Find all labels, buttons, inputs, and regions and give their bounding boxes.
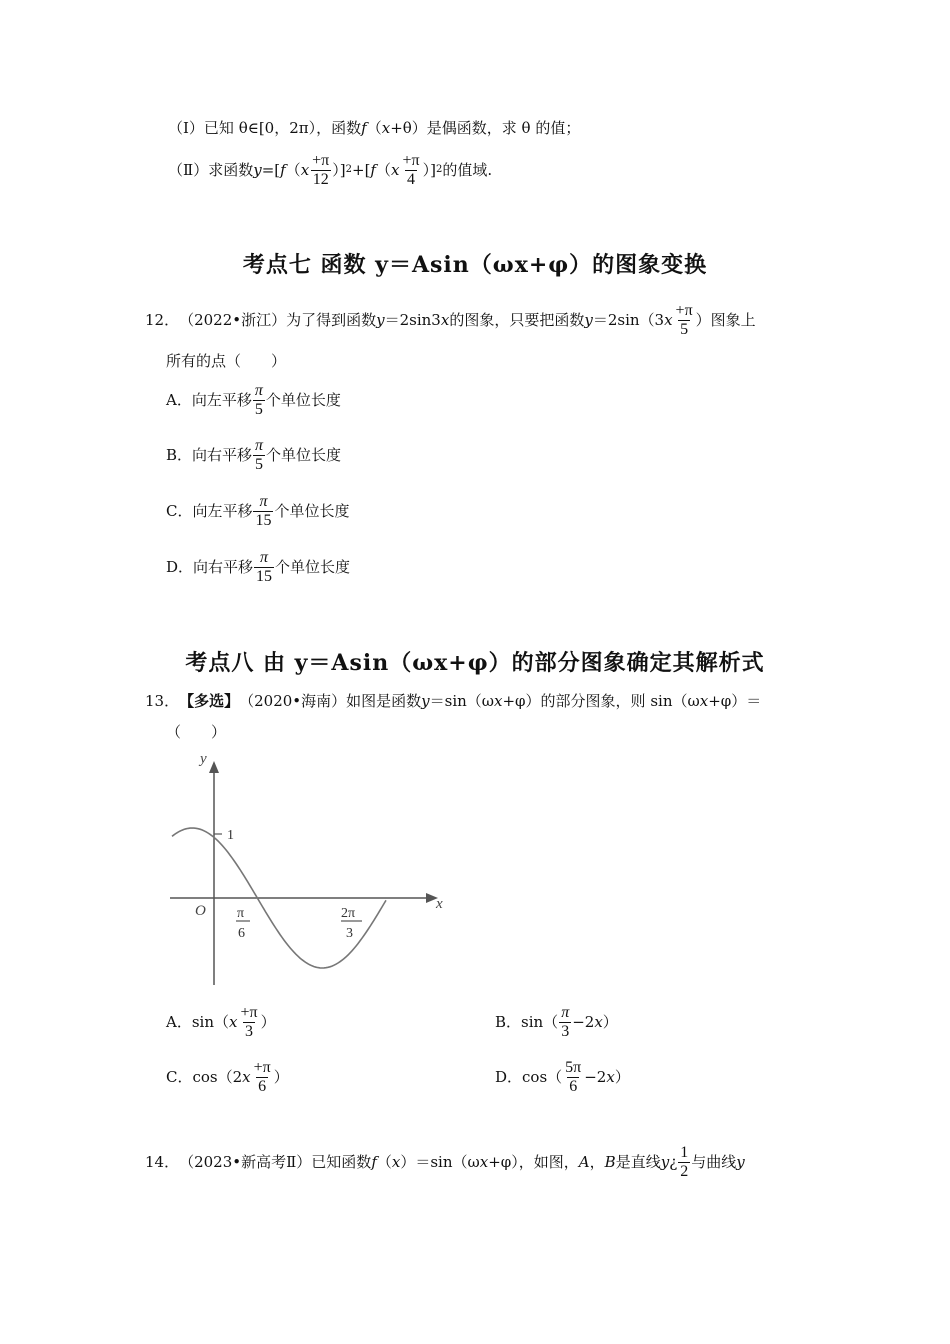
- q13-x1: x: [494, 691, 503, 710]
- q12-line1: [145, 300, 756, 340]
- q14-y2: y: [736, 1152, 745, 1171]
- part2-frac2-num: +π: [402, 151, 420, 169]
- q14-den: 2: [680, 1162, 689, 1180]
- part2-f1: f: [280, 160, 286, 179]
- part2-plus: +[: [352, 160, 371, 179]
- part2-fraction-2: [400, 152, 421, 189]
- y-axis-label: y: [200, 751, 207, 767]
- q12-mid: 的图象，只要把函数: [449, 310, 585, 329]
- q14-line1: [145, 1142, 745, 1182]
- q12-opt-d-fraction: [254, 549, 274, 586]
- q14-fraction: [678, 1144, 690, 1181]
- q13-x2: x: [699, 691, 709, 710]
- q13-opt-c-den: 6: [258, 1077, 267, 1095]
- q13-opt-b-mid: −2: [572, 1012, 595, 1031]
- part2-line: [168, 150, 492, 190]
- part2-frac2-den: 4: [407, 170, 416, 188]
- q13-source: （2020•海南）如图是函数: [239, 691, 422, 710]
- q13-opt-b-label: B．sin（: [495, 1012, 559, 1031]
- part1-line: [168, 119, 580, 137]
- q12-option-a: [166, 380, 341, 420]
- q14-mid2: +φ），如图，: [488, 1152, 579, 1171]
- origin-label: O: [195, 903, 206, 919]
- q12-opt-a-label: A．向左平移: [166, 390, 252, 409]
- q13-tag: 【多选】: [179, 691, 240, 710]
- q12-source: （2022•浙江）为了得到函数: [179, 310, 377, 329]
- part2-frac1-num: +π: [312, 151, 330, 169]
- q12-opt-c-suffix: 个单位长度: [274, 501, 350, 520]
- q14-x2: x: [479, 1152, 489, 1171]
- section-heading-8: 考点八 由 y＝Asin（ωx+φ）的部分图象确定其解析式: [185, 650, 765, 676]
- q12-x1: x: [440, 310, 450, 329]
- q12-x2: x: [664, 310, 673, 329]
- part2-x1: x: [300, 160, 310, 179]
- q13-line1: [145, 692, 761, 710]
- q13-opt-a-x: x: [229, 1012, 238, 1031]
- q13-opt-d-den: 6: [569, 1077, 578, 1095]
- part2-text-a: （Ⅱ）求函数: [168, 160, 254, 179]
- q13-opt-b-den: 3: [561, 1022, 570, 1040]
- q12-opt-d-suffix: 个单位长度: [275, 557, 351, 576]
- part2-x2: x: [391, 160, 400, 179]
- x-axis-label: x: [436, 896, 443, 912]
- q12-opt-a-num: π: [254, 381, 263, 399]
- q14-source: （2023•新高考Ⅱ）已知函数: [179, 1152, 372, 1171]
- q13-mid: +φ）的部分图象，则 sin（ω: [502, 691, 700, 710]
- tick1-num: π: [237, 906, 245, 921]
- q12-opt-b-num: π: [255, 436, 264, 454]
- q13-opt-b-end: ）: [602, 1012, 618, 1031]
- sine-graph: [160, 745, 460, 995]
- q13-opt-a-end: ）: [260, 1012, 276, 1031]
- tick2-num: 2π: [341, 906, 356, 921]
- q12-opt-a-den: 5: [254, 400, 263, 418]
- part1-x: x: [381, 118, 391, 137]
- part2-frac1-den: 12: [312, 170, 329, 188]
- q12-fraction: [674, 302, 695, 339]
- tick2-den: 3: [346, 926, 353, 941]
- part2-tail: 的值域.: [442, 160, 493, 179]
- part1-paren: （: [366, 118, 382, 137]
- q12-number: 12．: [145, 310, 180, 329]
- y-axis-arrow-icon: [209, 761, 219, 773]
- q13-opt-d-mid: −2: [584, 1067, 607, 1086]
- q13-opt-c-fraction: [252, 1059, 273, 1096]
- part1-text-b: +θ）是偶函数，求 θ 的值；: [390, 118, 581, 137]
- q14-B: B: [604, 1152, 616, 1171]
- q12-eq2: ＝2sin（3: [592, 310, 665, 329]
- q12-opt-d-num: π: [260, 548, 269, 566]
- q13-end: +φ）＝: [708, 691, 762, 710]
- q13-opt-b-x: x: [594, 1012, 603, 1031]
- q13-opt-d-num: 5π: [565, 1058, 582, 1076]
- q12-y1: y: [376, 310, 385, 329]
- q13-option-b: [495, 1002, 618, 1042]
- q12-end: ）图象上: [695, 310, 756, 329]
- q13-opt-b-num: π: [561, 1003, 570, 1021]
- q13-opt-a-num: +π: [240, 1003, 258, 1021]
- part2-fraction-1: [310, 152, 331, 189]
- q12-option-c: [166, 491, 350, 531]
- q12-y2: y: [584, 310, 593, 329]
- q13-opt-c-label: C．cos（2: [166, 1067, 243, 1086]
- q13-option-a: [166, 1002, 276, 1042]
- q12-opt-b-fraction: [253, 437, 265, 474]
- q13-eq: ＝sin（ω: [429, 691, 495, 710]
- part2-y: y: [253, 160, 262, 179]
- part2-sup1: 2: [345, 164, 352, 175]
- q14-text: 是直线: [615, 1152, 661, 1171]
- q12-eq1: ＝2sin3: [384, 310, 441, 329]
- part1-f: f: [361, 118, 367, 137]
- tick1-den: 6: [238, 926, 245, 941]
- q14-mid: ）＝sin（ω: [400, 1152, 480, 1171]
- q14-p1: （: [376, 1152, 392, 1171]
- section-heading-7: 考点七 函数 y＝Asin（ωx+φ）的图象变换: [242, 252, 708, 278]
- q12-opt-b-den: 5: [255, 455, 264, 473]
- q12-frac-den: 5: [680, 320, 689, 338]
- q14-tail: 与曲线: [691, 1152, 737, 1171]
- q12-opt-b-suffix: 个单位长度: [266, 445, 342, 464]
- q12-option-d: [166, 547, 350, 587]
- q13-option-d: [495, 1057, 630, 1097]
- q12-opt-d-label: D．向右平移: [166, 557, 254, 576]
- q14-y: y: [660, 1152, 670, 1171]
- part2-sup2: 2: [435, 164, 443, 175]
- q14-eqsym: ¿: [669, 1152, 678, 1171]
- q13-opt-a-label: A．sin（: [166, 1012, 229, 1031]
- q13-opt-a-den: 3: [245, 1022, 254, 1040]
- q12-opt-c-label: C．向左平移: [166, 501, 253, 520]
- q12-opt-c-fraction: [253, 493, 273, 530]
- q12-opt-d-den: 15: [256, 567, 273, 585]
- q13-option-c: [166, 1057, 289, 1097]
- part2-end: ）]: [422, 160, 436, 179]
- q13-opt-d-fraction: [563, 1059, 583, 1096]
- q12-frac-num: +π: [675, 301, 693, 319]
- q13-line2: （ ）: [166, 723, 227, 741]
- part2-paren2: （: [375, 160, 391, 179]
- q12-opt-a-fraction: [253, 382, 265, 419]
- part2-paren1: （: [285, 160, 301, 179]
- q13-opt-d-label: D．cos（: [495, 1067, 563, 1086]
- q13-number: 13．: [145, 691, 180, 710]
- q13-opt-d-end: ）: [614, 1067, 630, 1086]
- q14-A: A: [578, 1152, 590, 1171]
- q13-opt-c-x: x: [242, 1067, 251, 1086]
- part2-mid: ）]: [332, 160, 346, 179]
- q14-num: 1: [680, 1143, 689, 1161]
- q12-opt-b-label: B．向右平移: [166, 445, 253, 464]
- part2-f2: f: [370, 160, 376, 179]
- q12-opt-c-num: π: [259, 492, 268, 510]
- q13-opt-b-fraction: [559, 1004, 571, 1041]
- q12-line2: 所有的点（ ）: [166, 352, 287, 370]
- part2-eq: =[: [261, 160, 281, 179]
- q12-option-b: [166, 435, 341, 475]
- q13-opt-c-end: ）: [273, 1067, 289, 1086]
- q13-opt-d-x: x: [606, 1067, 615, 1086]
- part1-text-a: （Ⅰ）已知 θ∈[0，2π），函数: [168, 118, 362, 137]
- q13-y: y: [421, 691, 430, 710]
- one-label: 1: [227, 828, 234, 843]
- q14-comma: ，: [589, 1152, 605, 1171]
- q13-opt-c-num: +π: [253, 1058, 271, 1076]
- q12-opt-a-suffix: 个单位长度: [265, 390, 341, 409]
- q12-opt-c-den: 15: [255, 511, 272, 529]
- q14-f: f: [371, 1152, 377, 1171]
- q14-number: 14．: [145, 1152, 180, 1171]
- q14-x: x: [391, 1152, 401, 1171]
- q13-opt-a-fraction: [238, 1004, 259, 1041]
